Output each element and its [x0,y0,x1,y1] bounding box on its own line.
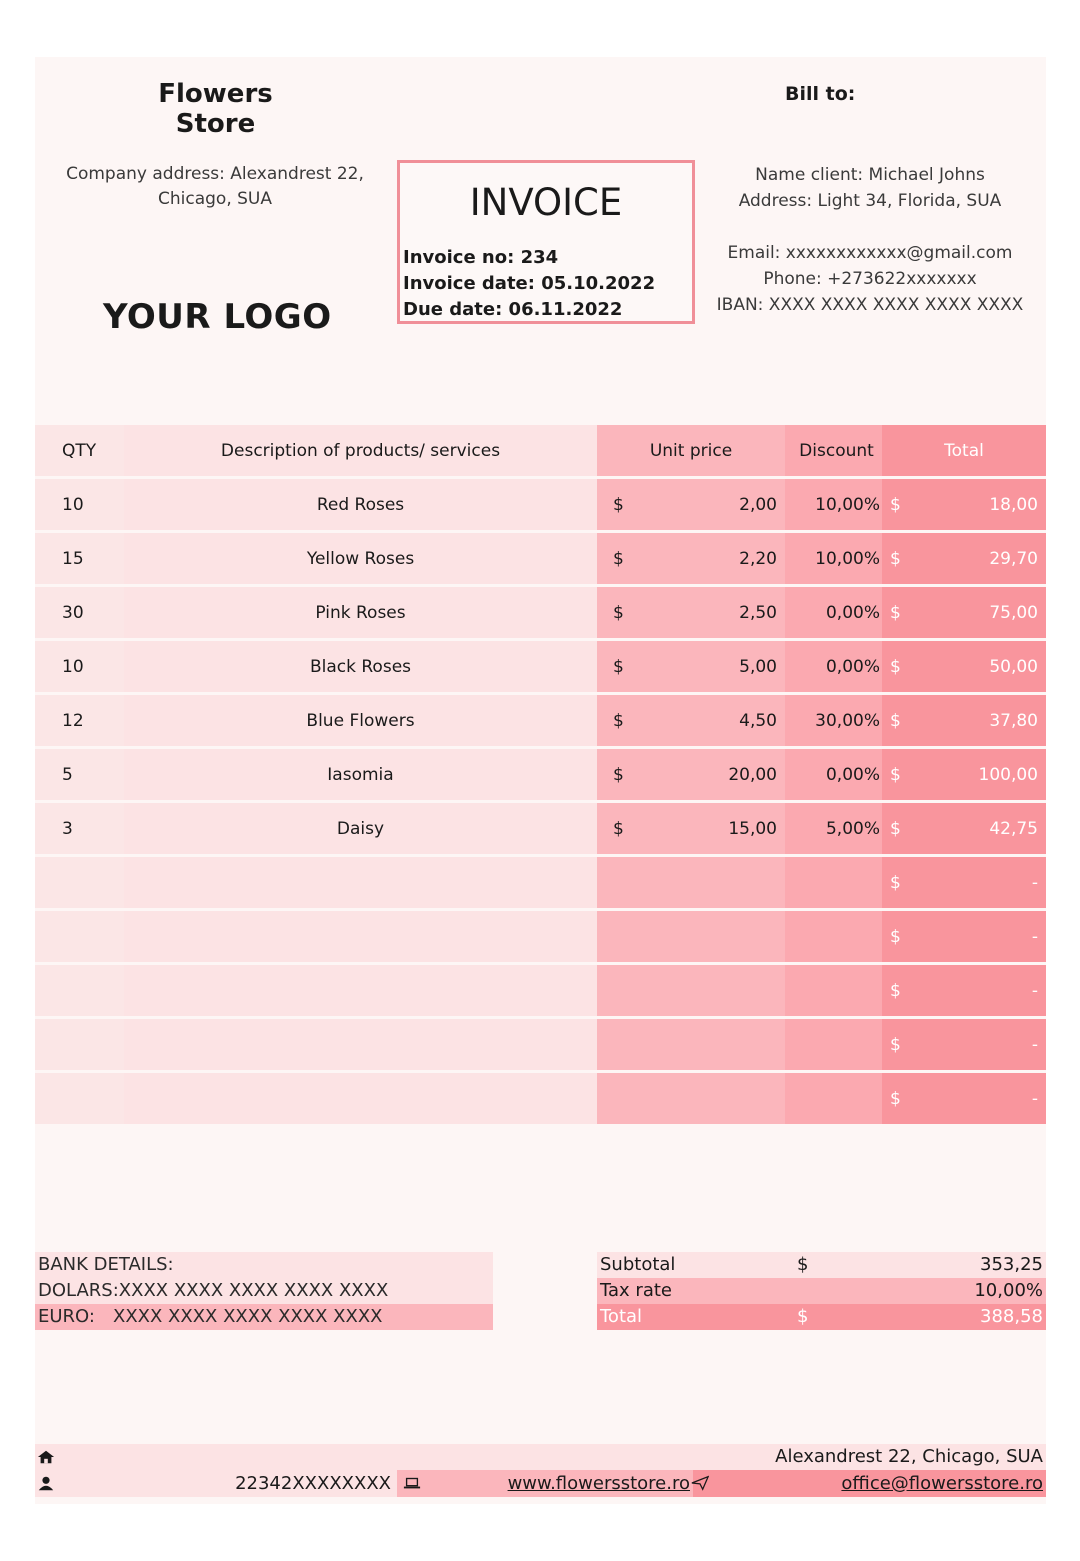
discount-cell [785,1019,882,1073]
unit-price-cell [597,1073,785,1127]
total-cell [882,695,1046,749]
table-row [35,479,1046,533]
footer-address-row [35,1444,1046,1470]
qty-cell [35,911,124,965]
table-row [35,857,1046,911]
description-cell [124,1073,597,1127]
unit-price-value: 2,50 [739,602,777,623]
invoice-due-date: Due date: 06.11.2022 [403,299,623,320]
column-header-description: Description of products/ services [124,425,597,479]
total-currency: $ [890,1088,901,1109]
subtotal-row [597,1252,1046,1278]
description-cell: Yellow Roses [124,533,597,587]
grand-total-label: Total [600,1306,643,1327]
unit-price-cell [597,911,785,965]
table-row [35,533,1046,587]
column-header-qty: QTY [35,425,124,479]
qty-cell: 5 [35,749,124,803]
totals-summary [597,1252,1046,1330]
paper-plane-icon [691,1475,709,1491]
client-email: Email: xxxxxxxxxxxx@gmail.com [727,243,1013,263]
unit-price-value: 2,20 [739,548,777,569]
unit-price-cell [597,803,785,857]
total-currency: $ [890,980,901,1001]
description-cell: Blue Flowers [124,695,597,749]
discount-cell [785,965,882,1019]
unit-currency: $ [613,656,624,677]
bill-to-label: Bill to: [785,83,856,105]
store-name: Flowers Store [158,79,273,139]
unit-currency: $ [613,710,624,731]
table-row [35,911,1046,965]
client-phone: Phone: +273622xxxxxxx [763,269,977,289]
discount-cell: 10,00% [785,479,882,533]
total-cell [882,749,1046,803]
qty-cell: 12 [35,695,124,749]
grand-total-value: 388,58 [980,1306,1043,1327]
total-value: - [1031,980,1038,1001]
client-name: Name client: Michael Johns [755,165,985,185]
company-address-line2: Chicago, SUA [158,189,272,209]
client-iban: IBAN: XXXX XXXX XXXX XXXX XXXX [716,295,1024,315]
total-value: - [1031,1088,1038,1109]
total-cell [882,533,1046,587]
total-cell [882,1073,1046,1127]
total-currency: $ [890,548,901,569]
invoice-title: INVOICE [469,181,623,224]
discount-cell: 0,00% [785,749,882,803]
person-icon [37,1475,55,1491]
total-value: 29,70 [989,548,1038,569]
qty-cell: 30 [35,587,124,641]
discount-cell: 0,00% [785,641,882,695]
tax-rate-row [597,1278,1046,1304]
discount-cell [785,857,882,911]
unit-price-cell [597,749,785,803]
invoice-date: Invoice date: 05.10.2022 [403,273,656,294]
description-cell [124,911,597,965]
unit-price-value: 20,00 [728,764,777,785]
grand-total-row [597,1304,1046,1330]
company-address [65,162,365,212]
description-cell: Red Roses [124,479,597,533]
table-row [35,965,1046,1019]
description-cell [124,1019,597,1073]
unit-price-cell [597,479,785,533]
total-currency: $ [890,872,901,893]
unit-price-cell [597,641,785,695]
unit-price-cell [597,533,785,587]
bank-details [35,1252,493,1330]
unit-price-value: 15,00 [728,818,777,839]
total-currency: $ [890,926,901,947]
qty-cell [35,1073,124,1127]
description-cell: Black Roses [124,641,597,695]
table-header-row [35,425,1046,479]
unit-currency: $ [613,494,624,515]
total-value: 18,00 [989,494,1038,515]
unit-price-cell [597,695,785,749]
bank-euro-value: XXXX XXXX XXXX XXXX XXXX [112,1306,383,1327]
unit-currency: $ [613,764,624,785]
total-currency: $ [890,494,901,515]
total-cell [882,1019,1046,1073]
total-value: 100,00 [978,764,1038,785]
laptop-icon [403,1475,421,1491]
total-currency: $ [890,656,901,677]
total-cell [882,641,1046,695]
unit-currency: $ [613,602,624,623]
invoice-sheet [35,57,1046,1504]
bank-details-title: BANK DETAILS: [35,1252,493,1278]
table-row [35,803,1046,857]
bank-euro-label: EURO: [38,1306,95,1327]
description-cell [124,857,597,911]
client-address: Address: Light 34, Florida, SUA [738,191,1002,211]
unit-currency: $ [613,548,624,569]
description-cell: Daisy [124,803,597,857]
unit-price-cell [597,857,785,911]
tax-rate-label: Tax rate [600,1280,672,1301]
total-currency: $ [890,1034,901,1055]
total-cell [882,965,1046,1019]
invoice-box [397,160,695,324]
footer-phone: 22342XXXXXXXX [235,1473,391,1494]
table-row [35,587,1046,641]
discount-cell [785,1073,882,1127]
description-cell: Pink Roses [124,587,597,641]
total-value: 42,75 [989,818,1038,839]
unit-price-value: 4,50 [739,710,777,731]
table-row [35,641,1046,695]
total-currency: $ [890,764,901,785]
tax-rate-value: 10,00% [974,1280,1043,1301]
description-cell: Iasomia [124,749,597,803]
total-cell [882,911,1046,965]
home-icon [37,1449,55,1465]
qty-cell [35,965,124,1019]
items-body [35,479,1046,1127]
discount-cell [785,911,882,965]
table-row [35,749,1046,803]
total-currency: $ [890,710,901,731]
total-value: 75,00 [989,602,1038,623]
footer-website-link[interactable]: www.flowersstore.ro [507,1473,690,1494]
total-cell [882,803,1046,857]
total-value: 50,00 [989,656,1038,677]
qty-cell: 10 [35,479,124,533]
discount-cell: 30,00% [785,695,882,749]
items-table [35,425,1046,1127]
table-row [35,1073,1046,1127]
unit-price-value: 2,00 [739,494,777,515]
total-cell [882,587,1046,641]
total-value: 37,80 [989,710,1038,731]
company-address-line1: Company address: Alexandrest 22, [66,164,364,184]
total-value: - [1031,872,1038,893]
invoice-meta [403,245,655,323]
table-row [35,695,1046,749]
footer-address: Alexandrest 22, Chicago, SUA [775,1446,1043,1467]
discount-cell: 0,00% [785,587,882,641]
description-cell [124,965,597,1019]
total-currency: $ [890,602,901,623]
unit-currency: $ [613,818,624,839]
total-cell [882,857,1046,911]
qty-cell: 15 [35,533,124,587]
unit-price-value: 5,00 [739,656,777,677]
client-info [705,162,1035,318]
footer-contact-row [35,1470,1046,1497]
qty-cell [35,857,124,911]
discount-cell: 10,00% [785,533,882,587]
column-header-unit-price: Unit price [597,425,785,479]
total-cell [882,479,1046,533]
subtotal-value: 353,25 [980,1254,1043,1275]
discount-cell: 5,00% [785,803,882,857]
qty-cell [35,1019,124,1073]
total-currency: $ [890,818,901,839]
qty-cell: 3 [35,803,124,857]
bank-euro [35,1304,493,1330]
table-row [35,1019,1046,1073]
unit-price-cell [597,965,785,1019]
total-value: - [1031,926,1038,947]
invoice-number: Invoice no: 234 [403,247,559,268]
subtotal-label: Subtotal [600,1254,676,1275]
column-header-discount: Discount [785,425,882,479]
qty-cell: 10 [35,641,124,695]
bank-dollars: DOLARS:XXXX XXXX XXXX XXXX XXXX [35,1278,493,1304]
unit-price-cell [597,587,785,641]
grand-total-currency: $ [797,1306,809,1327]
subtotal-currency: $ [797,1254,809,1275]
column-header-total: Total [882,425,1046,479]
unit-price-cell [597,1019,785,1073]
total-value: - [1031,1034,1038,1055]
footer-email-link[interactable]: office@flowersstore.ro [841,1473,1043,1494]
logo-placeholder: YOUR LOGO [103,297,332,337]
